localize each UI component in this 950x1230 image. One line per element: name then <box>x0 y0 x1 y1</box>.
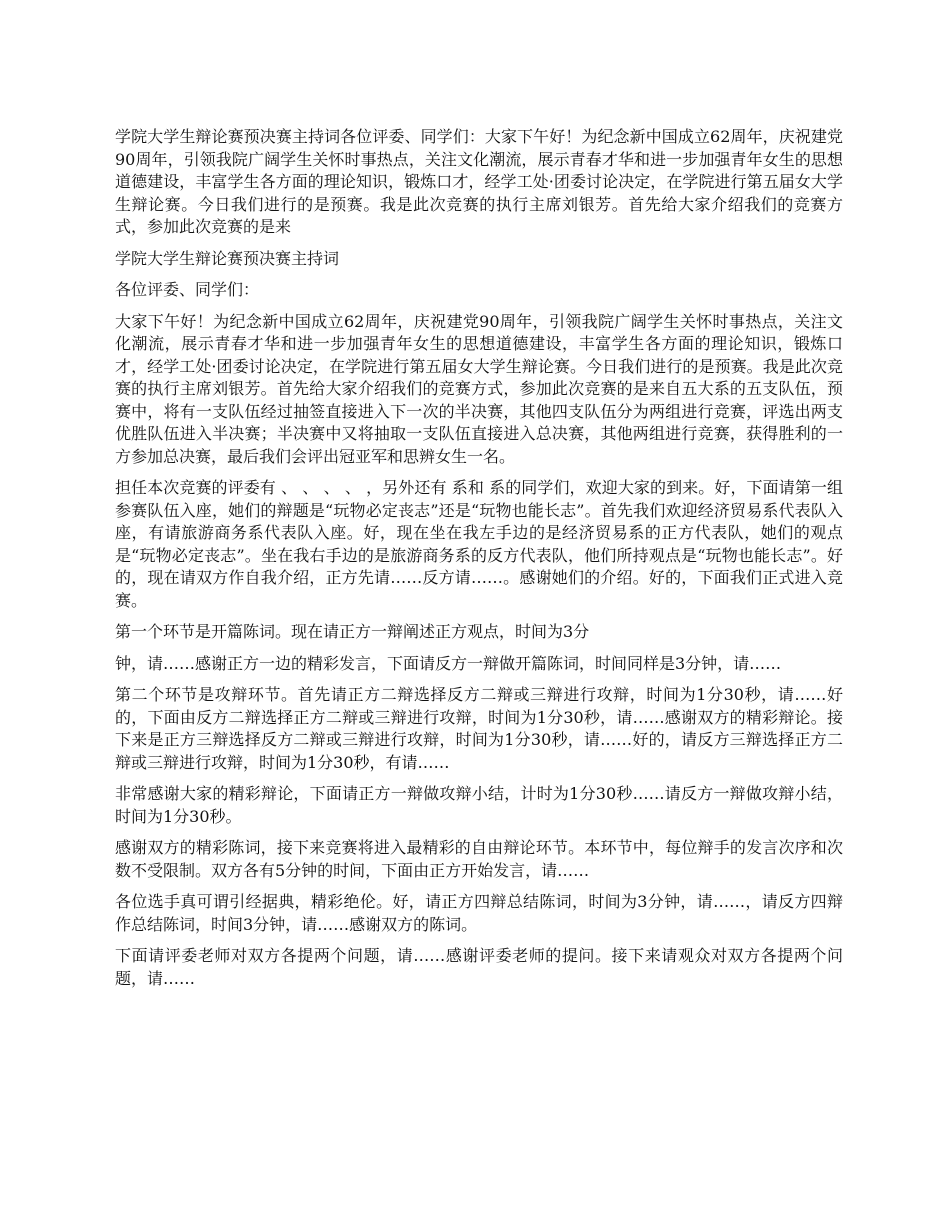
cross-examination-paragraph: 第二个环节是攻辩环节。首先请正方二辩选择反方二辩或三辩进行攻辩，时间为1分30秒，请……好的，下面由反方二辩选择正方二辩或三辩进行攻辩，时间为1分30秒，请……感谢双方的精彩辩论。接下来是正方三辩选择反方二辩或三辩进行攻辩，时间为1分30秒，请……好的，请反方三辩选择正方二辩或三辩进行攻辩，时间为1分30秒，有请…… <box>115 685 843 772</box>
opening-statement-paragraph: 第一个环节是开篇陈词。现在请正方一辩阐述正方观点，时间为3分 <box>115 622 590 641</box>
free-debate-paragraph: 感谢双方的精彩陈词，接下来竞赛将进入最精彩的自由辩论环节。本环节中，每位辩手的发言次序和次数不受限制。双方各有5分钟的时间，下面由正方开始发言，请…… <box>115 838 843 880</box>
document-title: 学院大学生辩论赛预决赛主持词 <box>115 248 340 268</box>
judges-introduction-paragraph: 担任本次竞赛的评委有 、 、 、 、 ，另外还有 系和 系的同学们，欢迎大家的到来。好，下面请第一组参赛队伍入座，她们的辩题是“玩物必定丧志”还是“玩物也能长志”。首先我们欢迎经济贸易系代表队入座，有请旅游商务系代表队入座。好，现在坐在我左手边的是经济贸易系的正方代表队，她们的观点是“玩物必定丧志”。坐在我右手边的是旅游商务系的反方代表队，他们所持观点是“玩物也能长志”。好的，现在请双方作自我介绍，正方先请……反方请……。感谢她们的介绍。好的，下面我们正式进入竞赛。 <box>115 478 843 610</box>
salutation: 各位评委、同学们： <box>115 280 260 299</box>
opening-statement-continued-paragraph: 钟，请……感谢正方一边的精彩发言，下面请反方一辩做开篇陈词，时间同样是3分钟，请…… <box>115 653 782 673</box>
questions-paragraph: 下面请评委老师对双方各提两个问题，请……感谢评委老师的提问。接下来请观众对双方各提两个问题，请…… <box>115 946 843 988</box>
document-page <box>115 126 843 999</box>
cross-examination-summary-paragraph: 非常感谢大家的精彩辩论，下面请正方一辩做攻辩小结，计时为1分30秒……请反方一辩做攻辩小结，时间为1分30秒。 <box>115 784 843 826</box>
intro-summary-paragraph: 学院大学生辩论赛预决赛主持词各位评委、同学们：大家下午好！为纪念新中国成立62周年，庆祝建党90周年，引领我院广阔学生关怀时事热点，关注文化潮流，展示青春才华和进一步加强青年女生的思想道德建设，丰富学生各方面的理论知识，锻炼口才，经学工处·团委讨论决定，在学院进行第五届女大学生辩论赛。今日我们进行的是预赛。我是此次竞赛的执行主席刘银芳。首先给大家介绍我们的竞赛方式，参加此次竞赛的是来 <box>115 127 843 236</box>
opening-paragraph: 大家下午好！为纪念新中国成立62周年，庆祝建党90周年，引领我院广阔学生关怀时事热点，关注文化潮流，展示青春才华和进一步加强青年女生的思想道德建设，丰富学生各方面的理论知识，锻炼口才，经学工处·团委讨论决定，在学院进行第五届女大学生辩论赛。今日我们进行的是预赛。我是此次竞赛的执行主席刘银芳。首先给大家介绍我们的竞赛方式，参加此次竞赛的是来自五大系的五支队伍，预赛中，将有一支队伍经过抽签直接进入下一次的半决赛，其他四支队伍分为两组进行竞赛，评选出两支优胜队伍进入半决赛；半决赛中又将抽取一支队伍直接进入总决赛，其他两组进行竞赛，获得胜利的一方参加总决赛，最后我们会评出冠亚军和思辨女生一名。 <box>115 311 843 466</box>
closing-statement-paragraph: 各位选手真可谓引经据典，精彩绝伦。好，请正方四辩总结陈词，时间为3分钟，请……，请反方四辩作总结陈词，时间3分钟，请……感谢双方的陈词。 <box>115 892 843 934</box>
